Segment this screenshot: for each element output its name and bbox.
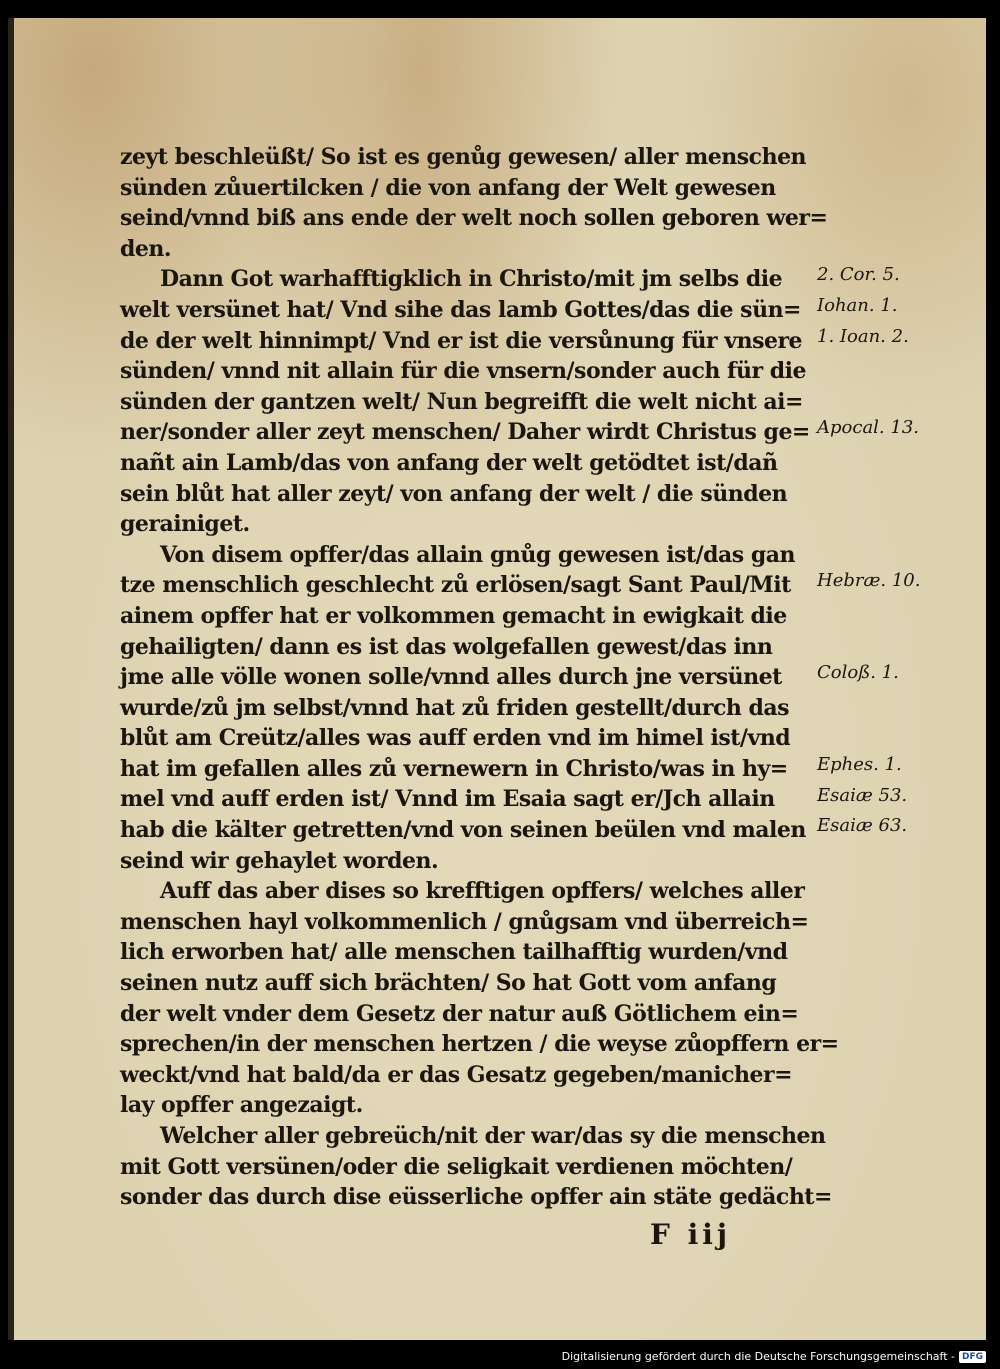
text-line: gerainiget. (120, 511, 250, 538)
footer-credit-text: Digitalisierung gefördert durch die Deutsche Forschungsgemeinschaft - (561, 1350, 955, 1363)
text-line: sünden der gantzen welt/ Nun begreifft die welt nicht ai= (120, 388, 803, 415)
text-line: de der welt hinnimpt/ Vnd er ist die versůnung für vnsere (120, 327, 803, 354)
text-line: hat im gefallen alles zů vernewern in Christo/was in hy= (120, 755, 788, 782)
margin-note: 1. Ioan. 2. (817, 325, 909, 347)
text-line: sünden/ vnnd nit allain für die vnsern/sonder auch für die (120, 358, 806, 385)
text-line: lay opffer angezaigt. (120, 1092, 363, 1119)
text-line: Welcher aller gebreüch/nit der war/das sy die menschen (160, 1123, 826, 1149)
text-line: welt versünet hat/ Vnd sihe das lamb Gottes/das die sün= (120, 296, 801, 323)
margin-note: Esaiæ 63. (817, 815, 908, 837)
text-line: weckt/vnd hat bald/da er das Gesatz gegeben/manicher= (120, 1061, 793, 1088)
text-line: tze menschlich geschlecht zů erlösen/sagt Sant Paul/Mit (120, 572, 791, 599)
text-line: seinen nutz auff sich brächten/ So hat Gott vom anfang (120, 970, 777, 997)
text-line: seind wir gehaylet worden. (120, 847, 439, 874)
text-line: zeyt beschleüßt/ So ist es genůg gewesen/ aller menschen (120, 144, 807, 170)
text-line: sonder das durch dise eüsserliche opffer ain stäte gedächt= (120, 1184, 832, 1211)
margin-note: Esaiæ 53. (817, 784, 908, 806)
book-page (8, 18, 986, 1340)
margin-note: Apocal. 13. (817, 417, 919, 439)
text-line: hab die kälter getretten/vnd von seinen beülen vnd malen (120, 817, 806, 844)
text-line: mel vnd auff erden ist/ Vnnd im Esaia sagt er/Jch allain (120, 786, 775, 813)
text-line: sein blůt hat aller zeyt/ von anfang der welt / die sünden (120, 480, 788, 507)
text-line: nañt ain Lamb/das von anfang der welt getödtet ist/dañ (120, 449, 778, 476)
signature-mark: F iij (650, 1218, 732, 1251)
text-line: mit Gott versünen/oder die seligkait verdienen möchten/ (120, 1153, 793, 1180)
dfg-logo-icon: DFG (959, 1351, 986, 1363)
text-line: lich erworben hat/ alle menschen tailhafftig wurden/vnd (120, 939, 788, 966)
text-line: jme alle völle wonen solle/vnnd alles durch jne versünet (120, 664, 782, 691)
footer-credit (562, 1350, 986, 1363)
text-line: menschen hayl volkommenlich / gnůgsam vnd überreich= (120, 908, 809, 935)
text-line: seind/vnnd biß ans ende der welt noch sollen geboren wer= (120, 205, 828, 232)
text-line: gehailigten/ dann es ist das wolgefallen gewest/das inn (120, 633, 773, 660)
text-line: wurde/zů jm selbst/vnnd hat zů friden gestellt/durch das (120, 694, 790, 721)
text-line: Dann Got warhafftigklich in Christo/mit jm selbs die (160, 266, 783, 293)
text-line: ainem opffer hat er volkommen gemacht in ewigkait die (120, 602, 787, 629)
margin-note: Coloß. 1. (817, 662, 899, 684)
margin-note: Hebræ. 10. (817, 570, 921, 592)
text-line: der welt vnder dem Gesetz der natur auß Götlichem ein= (120, 1000, 799, 1027)
margin-note: 2. Cor. 5. (817, 264, 900, 286)
text-line: sprechen/in der menschen hertzen / die weyse zůopffern er= (120, 1031, 839, 1058)
text-line: den. (120, 235, 172, 262)
text-line: blůt am Creütz/alles was auff erden vnd im himel ist/vnd (120, 725, 791, 752)
text-line: Von disem opffer/das allain gnůg gewesen ist/das gan (160, 541, 795, 568)
text-line: ner/sonder aller zeyt menschen/ Daher wirdt Christus ge= (120, 419, 810, 446)
text-line: Auff das aber dises so krefftigen opffers/ welches aller (160, 878, 805, 905)
text-line: sünden zůuertilcken / die von anfang der Welt gewesen (120, 174, 776, 201)
main-text-block (120, 142, 839, 1213)
margin-note: Iohan. 1. (817, 295, 898, 316)
margin-note: Ephes. 1. (817, 754, 902, 775)
